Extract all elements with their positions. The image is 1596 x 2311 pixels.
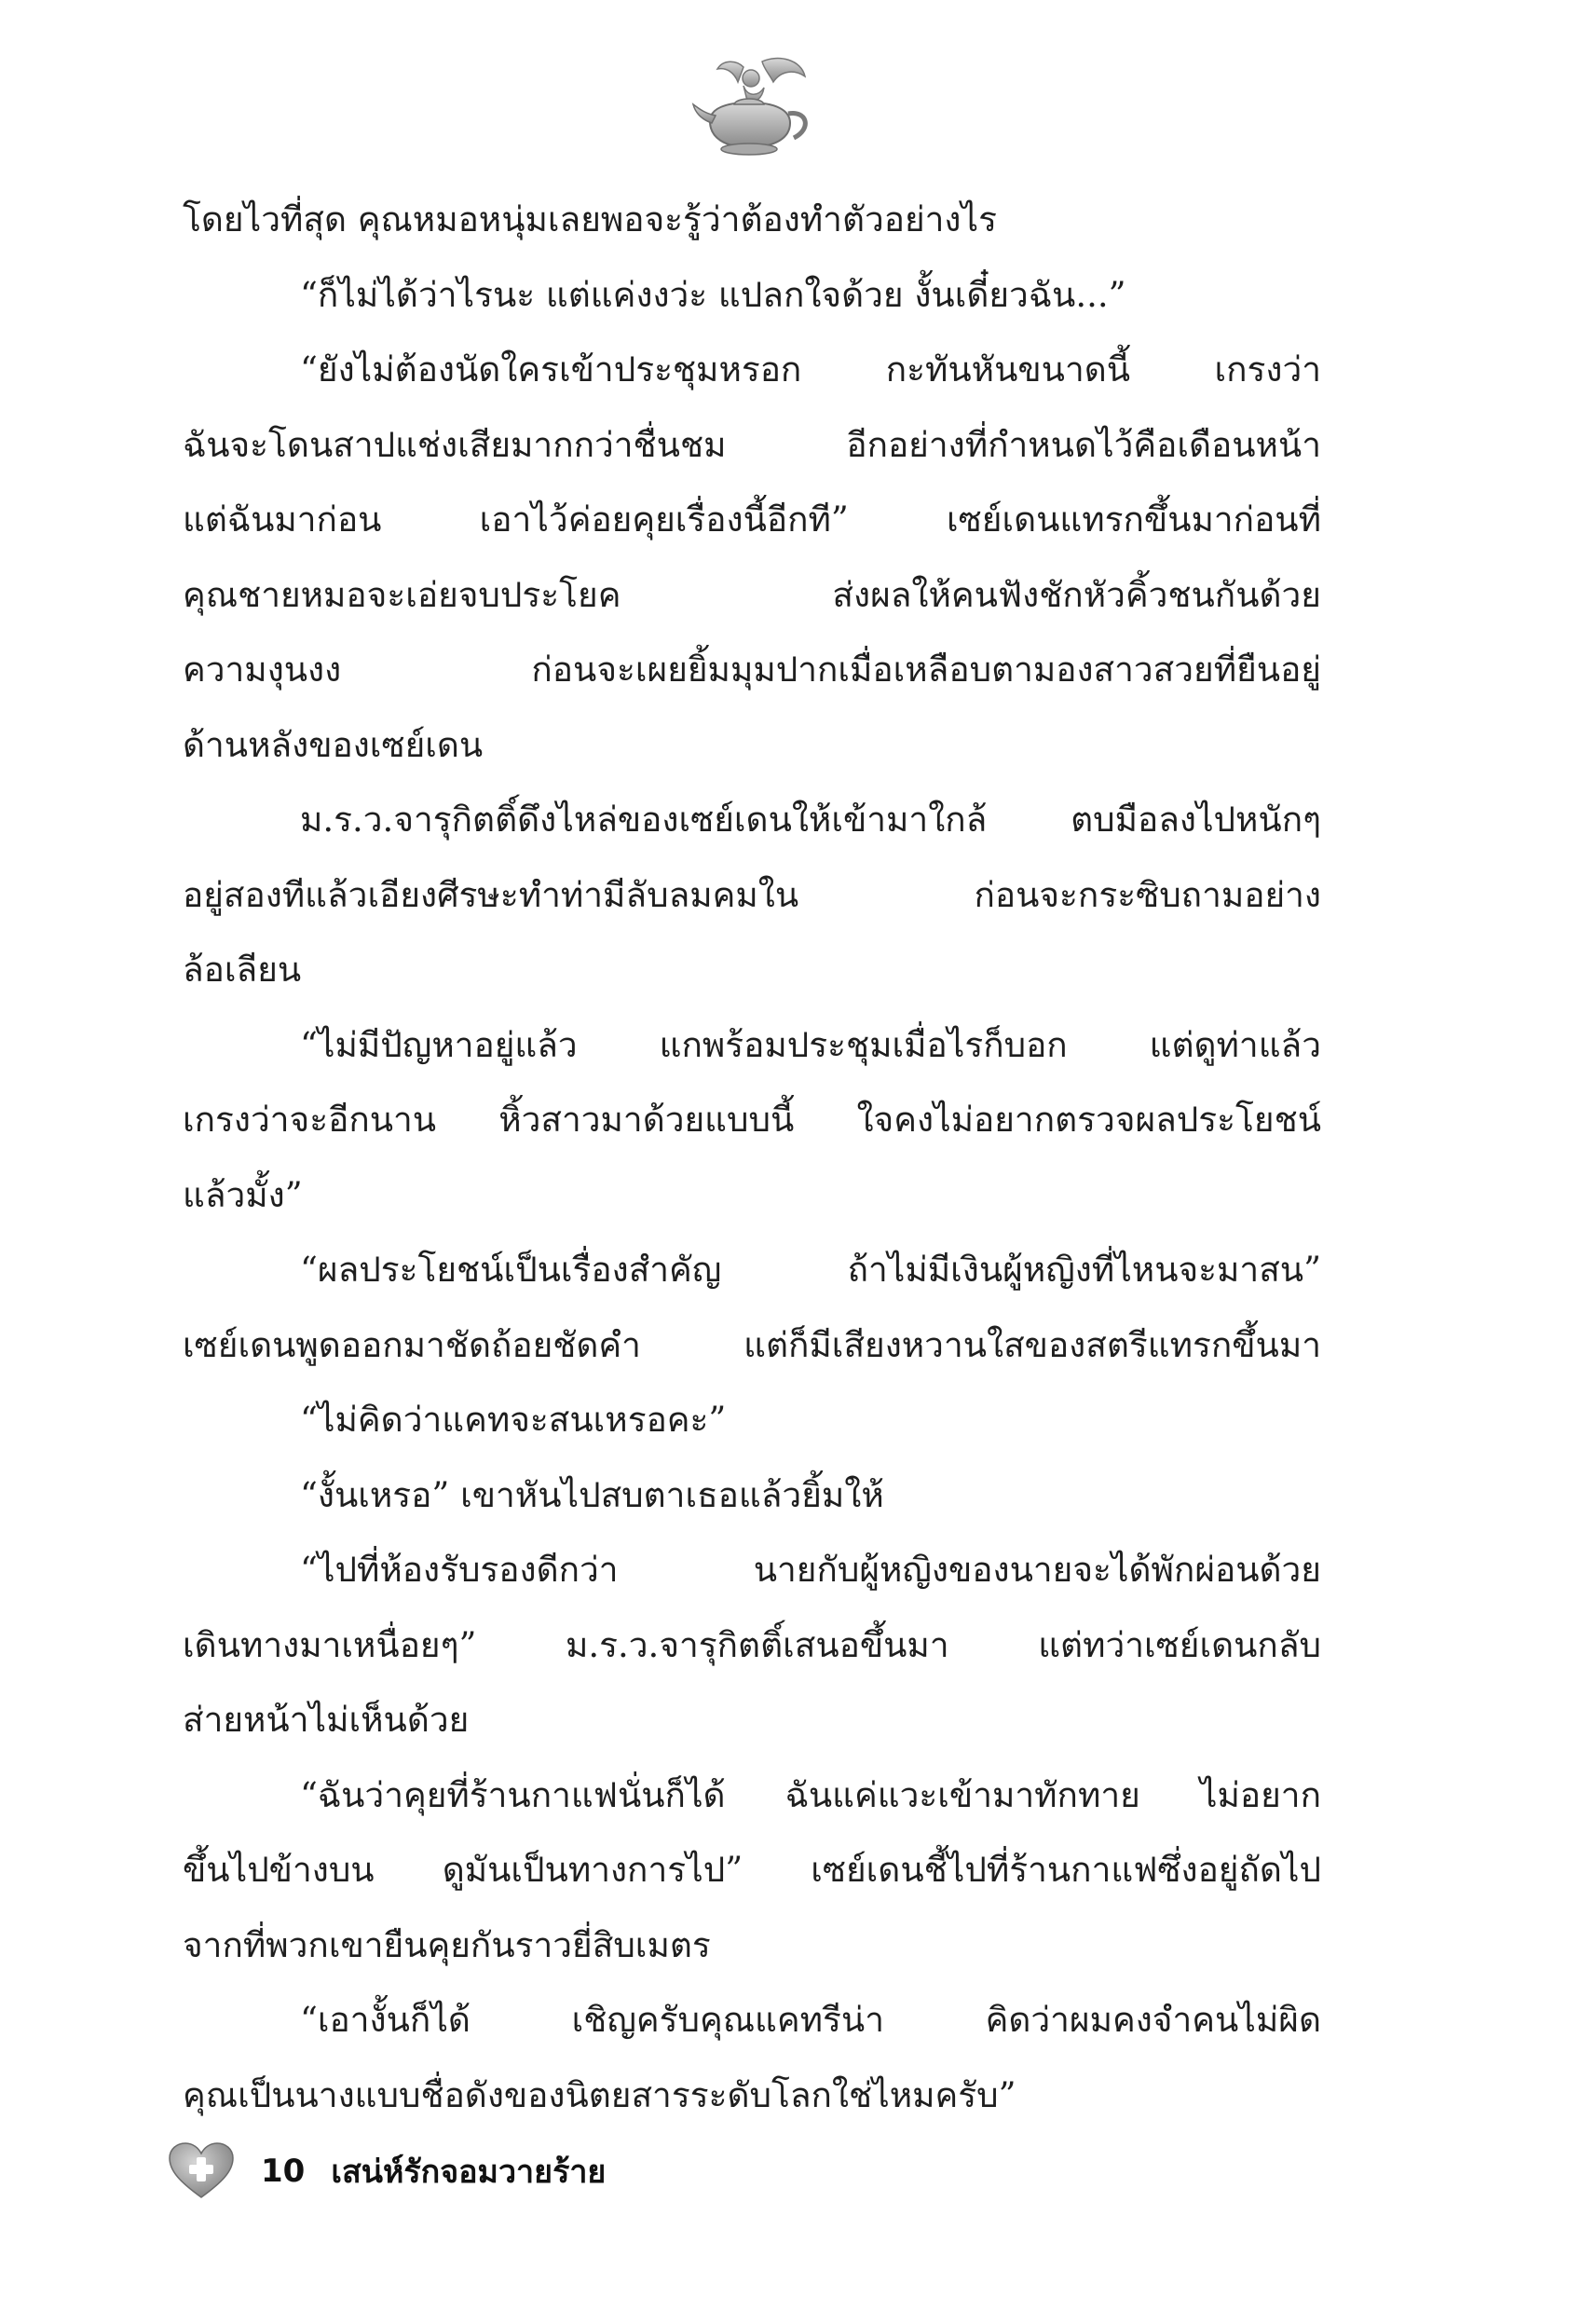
- text-line: “ฉันว่าคุยที่ร้านกาแฟนั่นก็ได้ ฉันแค่แวะเข้ามาทักทาย ไม่อยาก: [300, 1774, 1321, 1815]
- text-line: ส่ายหน้าไม่เห็นด้วย: [183, 1700, 470, 1740]
- text-line: คุณชายหมอจะเอ่ยจบประโยค ส่งผลให้คนฟังชักหัวคิ้วชนกันด้วย: [183, 574, 1321, 615]
- text-line: “เอางั้นก็ได้ เชิญครับคุณแคทรีน่า คิดว่าผมคงจำคนไม่ผิด: [300, 2000, 1321, 2040]
- text-line: เกรงว่าจะอีกนาน หิ้วสาวมาด้วยแบบนี้ ใจคงไม่อยากตรวจผลประโยชน์: [183, 1100, 1321, 1140]
- text-line: เดินทางมาเหนื่อยๆ” ม.ร.ว.จารุกิตติ์เสนอขึ้นมา แต่ทว่าเซย์เดนกลับ: [183, 1624, 1321, 1665]
- text-line: ขึ้นไปข้างบน ดูมันเป็นทางการไป” เซย์เดนชี้ไปที่ร้านกาแฟซึ่งอยู่ถัดไป: [183, 1850, 1321, 1890]
- text-line: “ยังไม่ต้องนัดใครเข้าประชุมหรอก กะทันหันขนาดนี้ เกรงว่า: [300, 349, 1321, 390]
- book-title: เสน่ห์รักจอมวายร้าย: [331, 2154, 607, 2191]
- body-text: [183, 183, 1321, 2133]
- text-line: “ผลประโยชน์เป็นเรื่องสำคัญ ถ้าไม่มีเงินผู้หญิงที่ไหนจะมาสน”: [300, 1250, 1321, 1290]
- text-line: แต่ฉันมาก่อน เอาไว้ค่อยคุยเรื่องนี้อีกที” เซย์เดนแทรกขึ้นมาก่อนที่: [183, 499, 1321, 540]
- text-line: ฉันจะโดนสาปแช่งเสียมากกว่าชื่นชม อีกอย่างที่กำหนดไว้คือเดือนหน้า: [183, 424, 1321, 465]
- text-line: จากที่พวกเขายืนคุยกันราวยี่สิบเมตร: [183, 1924, 711, 1965]
- text-line: “ไม่มีปัญหาอยู่แล้ว แกพร้อมประชุมเมื่อไรก็บอก แต่ดูท่าแล้ว: [300, 1024, 1321, 1065]
- text-line: “ไปที่ห้องรับรองดีกว่า นายกับผู้หญิงของนายจะได้พักผ่อนด้วย: [300, 1550, 1321, 1590]
- text-line: ม.ร.ว.จารุกิตติ์ดึงไหล่ของเซย์เดนให้เข้ามาใกล้ ตบมือลงไปหนักๆ: [300, 800, 1321, 840]
- text-line: ความงุนงง ก่อนจะเผยยิ้มมุมปากเมื่อเหลือบตามองสาวสวยที่ยืนอยู่: [183, 650, 1321, 690]
- text-line: แล้วมั้ง”: [183, 1174, 303, 1215]
- page-number: 10: [261, 2153, 306, 2190]
- heart-plus-icon: [168, 2141, 235, 2201]
- text-line: ด้านหลังของเซย์เดน: [183, 724, 484, 765]
- text-line: อยู่สองทีแล้วเอียงศีรษะทำท่ามีลับลมคมใน ก่อนจะกระซิบถามอย่าง: [183, 874, 1321, 915]
- text-line: โดยไวที่สุด คุณหมอหนุ่มเลยพอจะรู้ว่าต้องทำตัวอย่างไร: [183, 199, 997, 239]
- text-line: เซย์เดนพูดออกมาชัดถ้อยชัดคำ แต่ก็มีเสียงหวานใสของสตรีแทรกขึ้นมา: [183, 1324, 1321, 1365]
- text-line: ล้อเลียน: [183, 950, 302, 990]
- text-line: “ไม่คิดว่าแคทจะสนเหรอคะ”: [300, 1400, 727, 1440]
- cupid-teapot-ornament-icon: [689, 54, 820, 158]
- text-line: “งั้นเหรอ” เขาหันไปสบตาเธอแล้วยิ้มให้: [300, 1474, 884, 1515]
- page-footer: [168, 2134, 606, 2208]
- text-line: คุณเป็นนางแบบชื่อดังของนิตยสารระดับโลกใช่ไหมครับ”: [183, 2074, 1016, 2115]
- text-line: “ก็ไม่ได้ว่าไรนะ แต่แค่งงว่ะ แปลกใจด้วย งั้นเดี๋ยวฉัน...”: [300, 274, 1126, 315]
